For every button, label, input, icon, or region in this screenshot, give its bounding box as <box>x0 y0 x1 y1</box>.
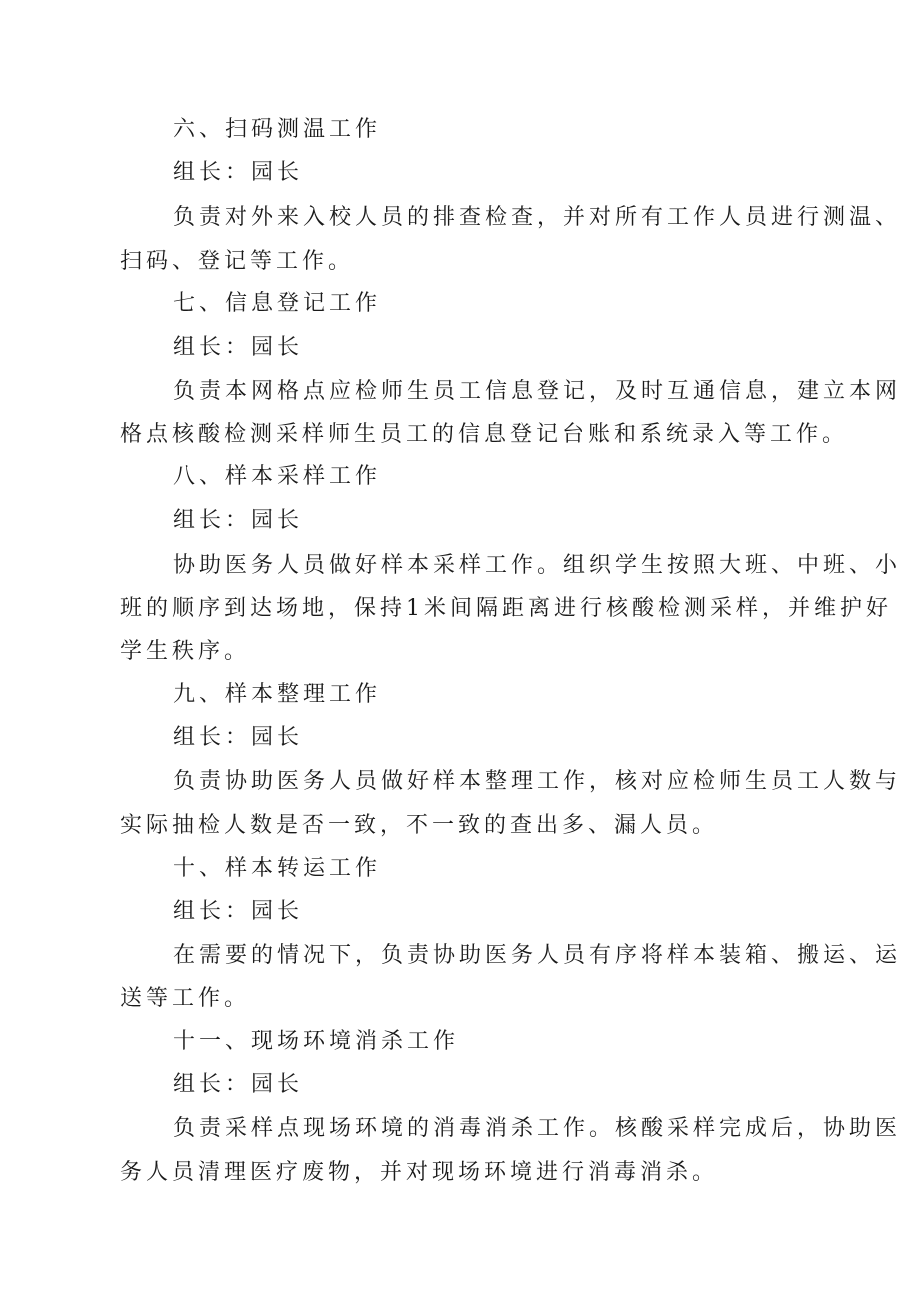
section-description-line: 实际抽检人数是否一致，不一致的查出多、漏人员。 <box>120 813 719 838</box>
section-description-line: 负责本网格点应检师生员工信息登记，及时互通信息，建立本网 <box>173 379 902 404</box>
section-description-line: 在需要的情况下，负责协助医务人员有序将样本装箱、搬运、运 <box>173 943 902 968</box>
section-heading: 六、扫码测温工作 <box>173 117 382 142</box>
section-heading: 十一、现场环境消杀工作 <box>173 1029 460 1054</box>
section-heading: 十、样本转运工作 <box>173 856 382 881</box>
section-leader: 组长：园长 <box>173 725 304 750</box>
section-leader: 组长：园长 <box>173 1072 304 1097</box>
section-description-line: 协助医务人员做好样本采样工作。组织学生按照大班、中班、小 <box>173 553 902 578</box>
section-leader: 组长：园长 <box>173 335 304 360</box>
section-description-line: 务人员清理医疗废物，并对现场环境进行消毒消杀。 <box>120 1160 719 1185</box>
section-heading: 八、样本采样工作 <box>173 464 382 489</box>
section-heading: 九、样本整理工作 <box>173 682 382 707</box>
section-description-line: 负责协助医务人员做好样本整理工作，核对应检师生员工人数与 <box>173 769 902 794</box>
section-heading: 七、信息登记工作 <box>173 291 382 316</box>
section-description-line: 班的顺序到达场地，保持1米间隔距离进行核酸检测采样，并维护好 <box>120 596 892 621</box>
section-leader: 组长：园长 <box>173 160 304 185</box>
section-description-line: 扫码、登记等工作。 <box>120 249 355 274</box>
section-description-line: 学生秩序。 <box>120 639 251 664</box>
section-description-line: 负责采样点现场环境的消毒消杀工作。核酸采样完成后，协助医 <box>173 1116 902 1141</box>
section-description-line: 送等工作。 <box>120 986 251 1011</box>
section-leader: 组长：园长 <box>173 508 304 533</box>
section-description-line: 格点核酸检测采样师生员工的信息登记台账和系统录入等工作。 <box>120 422 849 447</box>
section-description-line: 负责对外来入校人员的排查检查，并对所有工作人员进行测温、 <box>173 205 902 230</box>
section-leader: 组长：园长 <box>173 899 304 924</box>
